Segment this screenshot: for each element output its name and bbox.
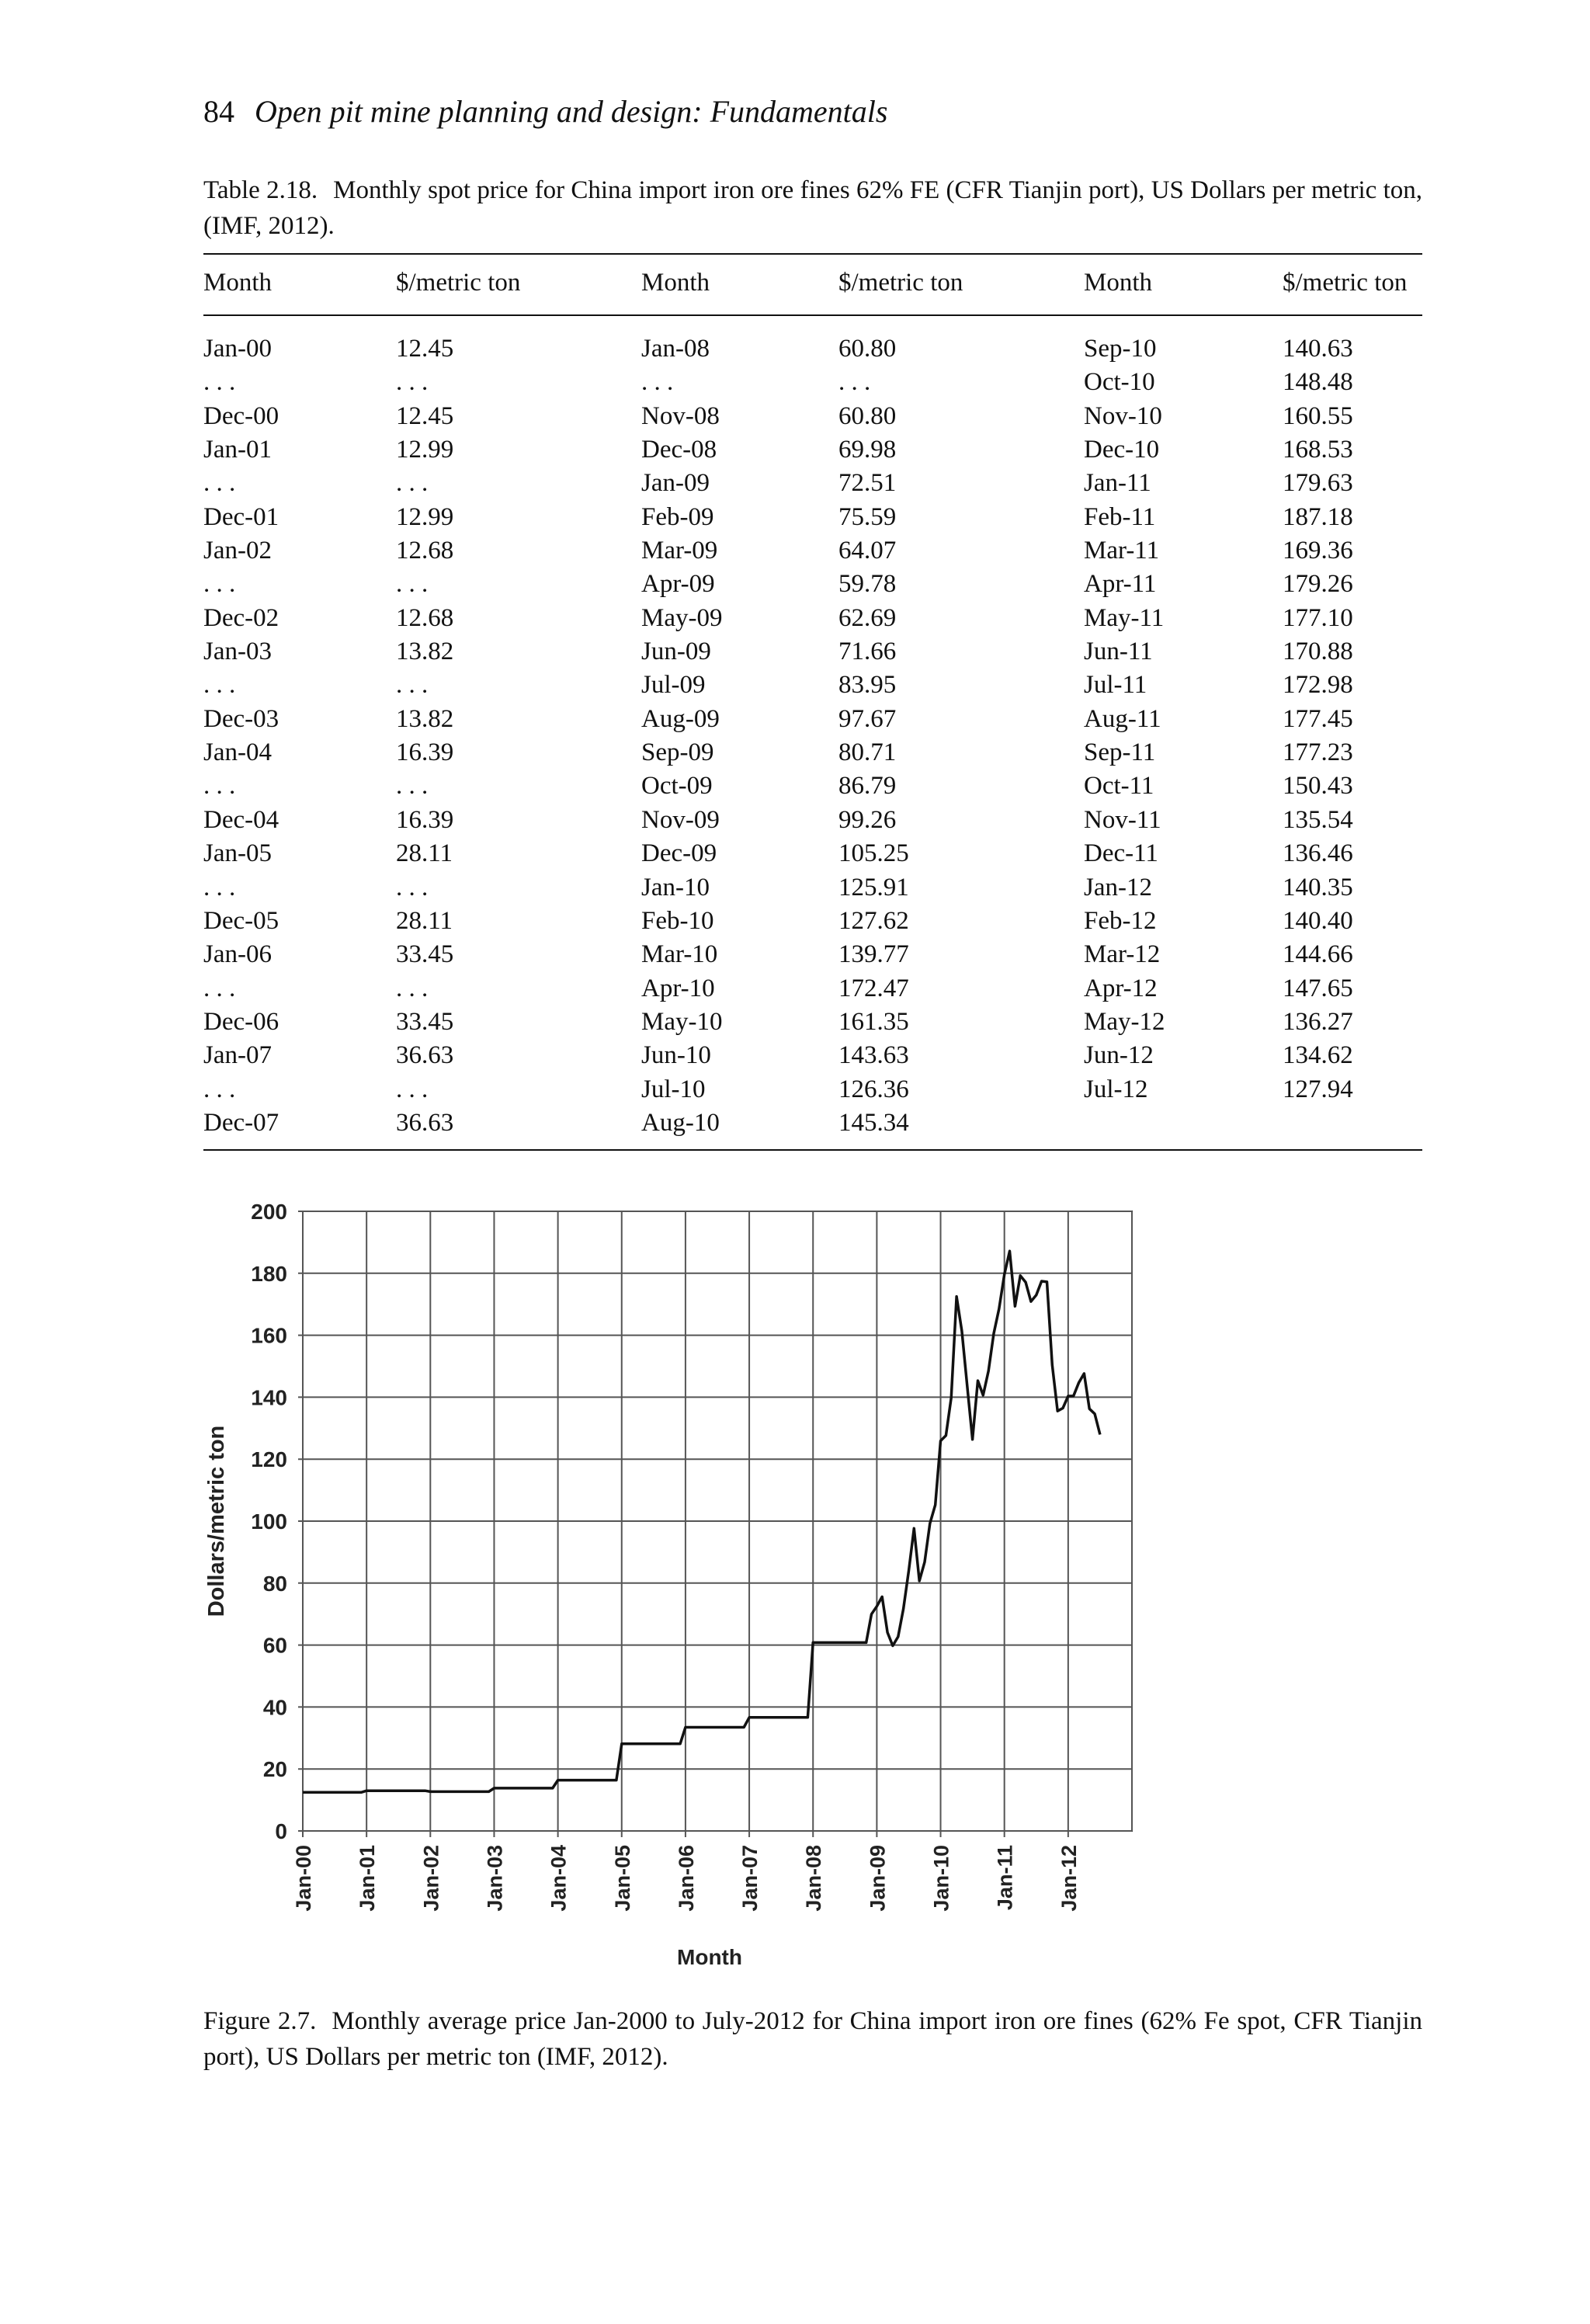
month-cell: Jan-09 [641,469,710,498]
month-cell: Aug-10 [641,1108,720,1137]
month-cell: Jan-12 [1084,873,1152,901]
figure-label: Figure 2.7. [203,2007,317,2035]
price-cell: . . . [396,570,429,599]
price-cell: 144.66 [1283,940,1353,969]
table-top-rule [203,253,1422,255]
price-cell: 177.10 [1283,603,1353,632]
price-cell: 13.82 [396,704,454,733]
month-cell: . . . [203,974,236,1002]
month-cell: Nov-11 [1084,805,1161,834]
month-cell: Aug-11 [1084,704,1161,733]
x-tick-label: Jan-04 [547,1845,571,1912]
column-header: $/metric ton [1283,269,1408,297]
price-cell: 12.45 [396,335,454,363]
price-cell: 177.45 [1283,704,1353,733]
price-cell: 170.88 [1283,637,1353,666]
month-cell: Apr-11 [1084,570,1157,599]
price-cell: . . . [396,772,429,801]
month-cell: Oct-09 [641,772,713,801]
price-cell: 187.18 [1283,502,1353,531]
month-cell: Jan-10 [641,873,710,901]
x-tick-label: Jan-03 [483,1845,507,1912]
month-cell: Jul-10 [641,1075,706,1103]
month-cell: Jan-03 [203,637,272,666]
month-cell: Jan-07 [203,1041,272,1070]
table-label: Table 2.18. [203,176,318,204]
price-cell: 13.82 [396,637,454,666]
x-tick-label: Jan-08 [802,1845,826,1912]
x-tick-label: Jan-06 [674,1845,698,1912]
y-tick-label: 200 [251,1200,287,1224]
month-cell: Jan-06 [203,940,272,969]
price-cell: . . . [396,368,429,397]
x-tick-label: Jan-09 [866,1845,890,1912]
month-cell: Dec-11 [1084,839,1158,868]
month-cell: Dec-02 [203,603,279,632]
x-tick-label: Jan-05 [610,1845,634,1912]
y-tick-label: 40 [262,1695,287,1720]
x-axis-title: Month [677,1945,742,1969]
price-cell: 145.34 [838,1108,909,1137]
month-cell: Oct-11 [1084,772,1154,801]
month-cell: Mar-12 [1084,940,1161,969]
price-cell: 125.91 [838,873,909,901]
price-column [838,332,909,1140]
month-cell: Jan-01 [203,436,272,464]
y-tick-label: 140 [251,1385,287,1410]
month-cell: Apr-09 [641,570,715,599]
month-cell: Dec-08 [641,436,717,464]
price-cell: 177.23 [1283,738,1353,767]
price-cell: 12.99 [396,436,454,464]
month-cell: Dec-10 [1084,436,1160,464]
price-cell: 72.51 [838,469,897,498]
month-cell: Nov-08 [641,401,720,430]
month-cell: . . . [203,570,236,599]
month-cell: Nov-10 [1084,401,1162,430]
price-cell: 135.54 [1283,805,1353,834]
y-tick-label: 180 [251,1261,287,1286]
table-bottom-rule [203,1149,1422,1151]
price-cell: 75.59 [838,502,897,531]
price-cell: . . . [396,974,429,1002]
price-cell: 105.25 [838,839,909,868]
figure-caption [203,2003,1422,2075]
column-header: Month [1084,269,1153,297]
month-cell: . . . [641,368,674,397]
month-column [203,332,279,1140]
month-cell: Dec-06 [203,1007,279,1036]
price-cell: 99.26 [838,805,897,834]
month-cell: Dec-05 [203,906,279,935]
month-cell: Sep-09 [641,738,714,767]
price-cell: 83.95 [838,671,897,700]
x-tick-label: Jan-11 [993,1845,1017,1911]
book-title: Open pit mine planning and design: Fundamentals [255,94,888,129]
price-cell: 16.39 [396,805,454,834]
price-cell: 127.62 [838,906,909,935]
price-cell: 136.46 [1283,839,1353,868]
y-tick-label: 0 [275,1819,287,1843]
month-cell: May-11 [1084,603,1165,632]
month-cell: Dec-00 [203,401,279,430]
price-cell: 16.39 [396,738,454,767]
month-column [1084,332,1165,1106]
month-cell: . . . [203,469,236,498]
price-cell: 71.66 [838,637,897,666]
price-cell: 147.65 [1283,974,1353,1002]
table-header-rule [203,314,1422,316]
month-cell: Apr-10 [641,974,715,1002]
price-cell: 140.63 [1283,335,1353,363]
price-cell: 160.55 [1283,401,1353,430]
price-cell: 60.80 [838,401,897,430]
month-cell: Jun-12 [1084,1041,1154,1070]
price-cell: 28.11 [396,839,453,868]
price-cell: 28.11 [396,906,453,935]
table-caption-text: Monthly spot price for China import iron ore fines 62% FE (CFR Tianjin port), US Dollars per metric ton, (IMF, 2012). [203,176,1422,240]
month-cell: Sep-10 [1084,335,1157,363]
price-cell: . . . [396,671,429,700]
price-cell: 64.07 [838,537,897,565]
price-cell: 136.27 [1283,1007,1353,1036]
price-cell: 36.63 [396,1108,454,1137]
price-cell: 59.78 [838,570,897,599]
column-header: Month [203,269,273,297]
price-cell: 33.45 [396,940,454,969]
month-cell: . . . [203,873,236,901]
price-cell: 140.40 [1283,906,1353,935]
month-cell: Aug-09 [641,704,720,733]
y-tick-label: 100 [251,1509,287,1534]
month-cell: Nov-09 [641,805,720,834]
y-tick-label: 60 [262,1633,287,1658]
x-tick-label: Jan-01 [356,1845,380,1912]
page-header [203,93,887,130]
price-cell: . . . [396,1075,429,1103]
month-cell: Jan-00 [203,335,272,363]
month-cell: Jul-09 [641,671,706,700]
month-cell: May-12 [1084,1007,1165,1036]
month-cell: Sep-11 [1084,738,1156,767]
price-column [396,332,453,1140]
price-cell: 86.79 [838,772,897,801]
month-cell: . . . [203,671,236,700]
y-tick-label: 160 [251,1323,287,1348]
month-cell: Jan-08 [641,335,710,363]
price-cell: 62.69 [838,603,897,632]
month-cell: Dec-01 [203,502,279,531]
month-cell: Feb-10 [641,906,714,935]
month-cell: Dec-03 [203,704,279,733]
month-cell: Mar-09 [641,537,718,565]
price-cell: 69.98 [838,436,897,464]
price-line-chart [186,1188,1165,1980]
month-cell: May-09 [641,603,723,632]
price-cell: 12.99 [396,502,454,531]
month-cell: Mar-11 [1084,537,1160,565]
price-cell: 80.71 [838,738,897,767]
month-cell: May-10 [641,1007,723,1036]
table-caption [203,172,1422,244]
price-cell: 140.35 [1283,873,1353,901]
x-tick-label: Jan-10 [929,1845,953,1912]
price-cell: . . . [396,469,429,498]
month-cell: Jan-05 [203,839,272,868]
month-cell: Mar-10 [641,940,718,969]
month-cell: Jan-02 [203,537,272,565]
price-cell: 12.45 [396,401,454,430]
y-tick-label: 120 [251,1447,287,1472]
month-cell: Feb-12 [1084,906,1157,935]
month-cell: Jun-09 [641,637,711,666]
price-cell: 12.68 [396,603,454,632]
price-cell: 179.63 [1283,469,1353,498]
price-cell: 127.94 [1283,1075,1353,1103]
month-cell: Apr-12 [1084,974,1158,1002]
month-cell: Oct-10 [1084,368,1155,397]
column-header: Month [641,269,710,297]
month-cell: . . . [203,1075,236,1103]
x-tick-label: Jan-12 [1057,1845,1081,1912]
x-tick-label: Jan-00 [292,1845,315,1912]
column-header: $/metric ton [396,269,521,297]
month-cell: . . . [203,772,236,801]
price-cell: 97.67 [838,704,897,733]
price-cell: . . . [838,368,871,397]
y-axis-title: Dollars/metric ton [204,1425,229,1617]
month-cell: . . . [203,368,236,397]
month-cell: Jun-11 [1084,637,1153,666]
month-cell: Dec-09 [641,839,717,868]
price-cell: 139.77 [838,940,909,969]
month-cell: Jul-11 [1084,671,1147,700]
month-cell: Jan-04 [203,738,272,767]
month-cell: Jul-12 [1084,1075,1148,1103]
month-cell: Dec-07 [203,1108,279,1137]
month-column [641,332,722,1140]
month-cell: Feb-11 [1084,502,1156,531]
column-header: $/metric ton [838,269,963,297]
x-tick-label: Jan-02 [419,1845,443,1912]
price-cell: 161.35 [838,1007,909,1036]
month-cell: Dec-04 [203,805,279,834]
price-cell: 60.80 [838,335,897,363]
x-tick-label: Jan-07 [738,1845,762,1912]
month-cell: Feb-09 [641,502,714,531]
price-cell: . . . [396,873,429,901]
month-cell: Jun-10 [641,1041,711,1070]
price-cell: 179.26 [1283,570,1353,599]
price-cell: 143.63 [838,1041,909,1070]
price-cell: 33.45 [396,1007,454,1036]
price-cell: 36.63 [396,1041,454,1070]
price-cell: 12.68 [396,537,454,565]
price-cell: 169.36 [1283,537,1353,565]
figure-caption-text: Monthly average price Jan-2000 to July-2012 for China import iron ore fines (62% Fe spot, CFR Tianjin port), US Dollars per metric ton (IMF, 2012). [203,2007,1422,2071]
month-cell: Jan-11 [1084,469,1151,498]
price-cell: 126.36 [838,1075,909,1103]
price-cell: 168.53 [1283,436,1353,464]
price-cell: 172.47 [838,974,909,1002]
price-cell: 150.43 [1283,772,1353,801]
price-cell: 134.62 [1283,1041,1353,1070]
price-column [1283,332,1353,1106]
y-tick-label: 20 [262,1757,287,1782]
page-number: 84 [203,94,234,129]
price-cell: 148.48 [1283,368,1353,397]
y-tick-label: 80 [262,1571,287,1596]
price-cell: 172.98 [1283,671,1353,700]
